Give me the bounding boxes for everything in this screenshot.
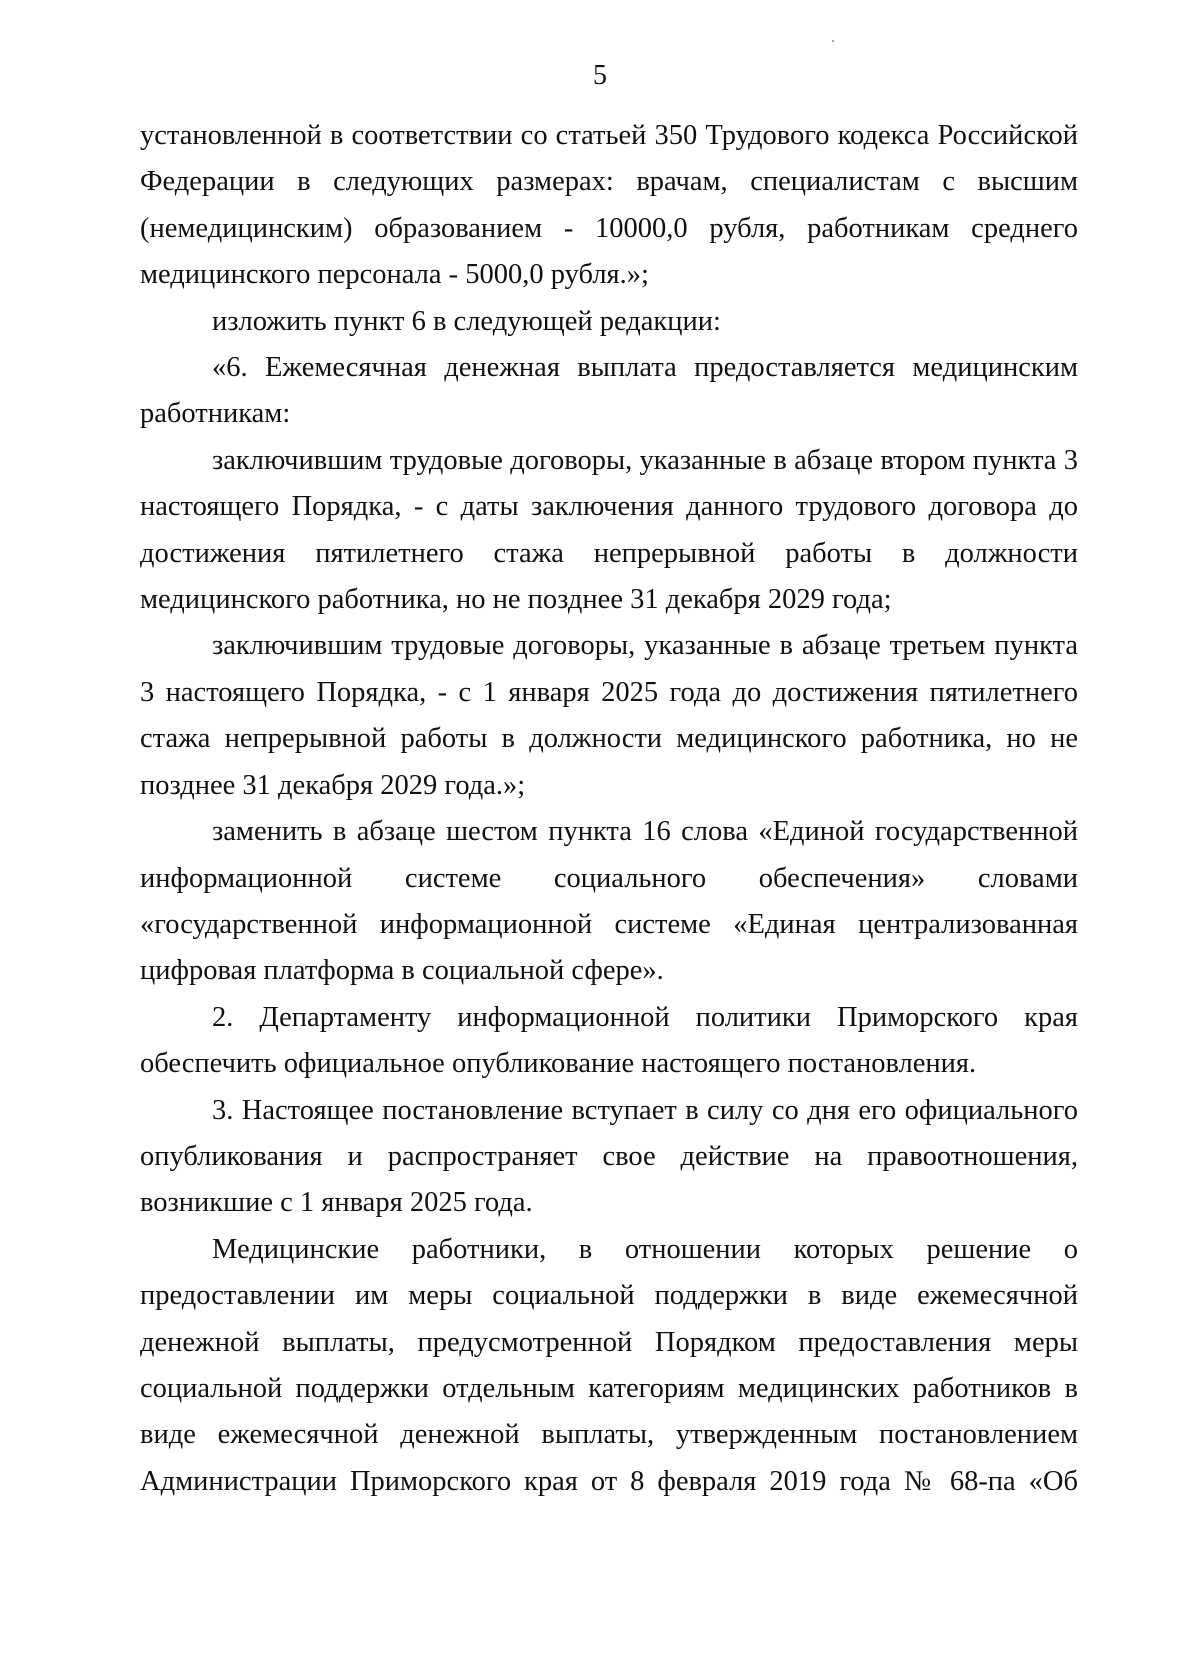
paragraph-item-16-replace: заменить в абзаце шестом пункта 16 слова «Единой государственной информационной системе социального обеспечения» словами «государственной информационной системе «Единая централизованная цифровая платформа в социальной сфере». — [140, 816, 1078, 987]
paragraph-clause-3-effective: 3. Настоящее постановление вступает в силу со дня его официального опубликования и распространяет свое действие на правоотношения, возникшие с 1 января 2025 года. — [140, 1094, 1078, 1219]
paragraph-item-6-intro: изложить пункт 6 в следующей редакции: — [212, 305, 721, 337]
paragraph-contract-para-3: заключившим трудовые договоры, указанные в абзаце третьем пункта 3 настоящего Порядка, - с 1 января 2025 года до достижения пятилетнего стажа непрерывной работы в должности медицинского работника, но не позднее 31 декабря 2029 года.»; — [140, 630, 1078, 801]
paragraph-medical-workers: Медицинские работники, в отношении которых решение о предоставлении им меры социальной поддержки в виде ежемесячной денежной выплаты, предусмотренной Порядком предоставления меры социальной поддержки отдельным категориям медицинских работников в виде ежемесячной денежной выплаты, утвержденным постановлением Администрации Приморского края от 8 февраля 2019 года № 68-па «Об — [140, 1233, 1078, 1497]
paragraph-contract-para-2: заключившим трудовые договоры, указанные в абзаце втором пункта 3 настоящего Порядка, - с даты заключения данного трудового договора до достижения пятилетнего стажа непрерывной работы в должности медицинского работника, но не позднее 31 декабря 2029 года; — [140, 444, 1078, 616]
paragraph-item-6-text: «6. Ежемесячная денежная выплата предоставляется медицинским работникам: — [140, 352, 1078, 430]
document-body — [140, 113, 1078, 1505]
paragraph-award-amounts: установленной в соответствии со статьей 350 Трудового кодекса Российской Федерации в следующих размерах: врачам, специалистам с высшим (немедицинским) образованием - 10000,0 рубля, работникам среднего медицинского персонала - 5000,0 рубля.»; — [140, 120, 1078, 291]
paragraph-clause-2-publication: 2. Департаменту информационной политики Приморского края обеспечить официальное опубликование настоящего постановления. — [140, 1001, 1078, 1080]
scan-speck — [832, 40, 834, 42]
page-number: 5 — [593, 60, 607, 91]
